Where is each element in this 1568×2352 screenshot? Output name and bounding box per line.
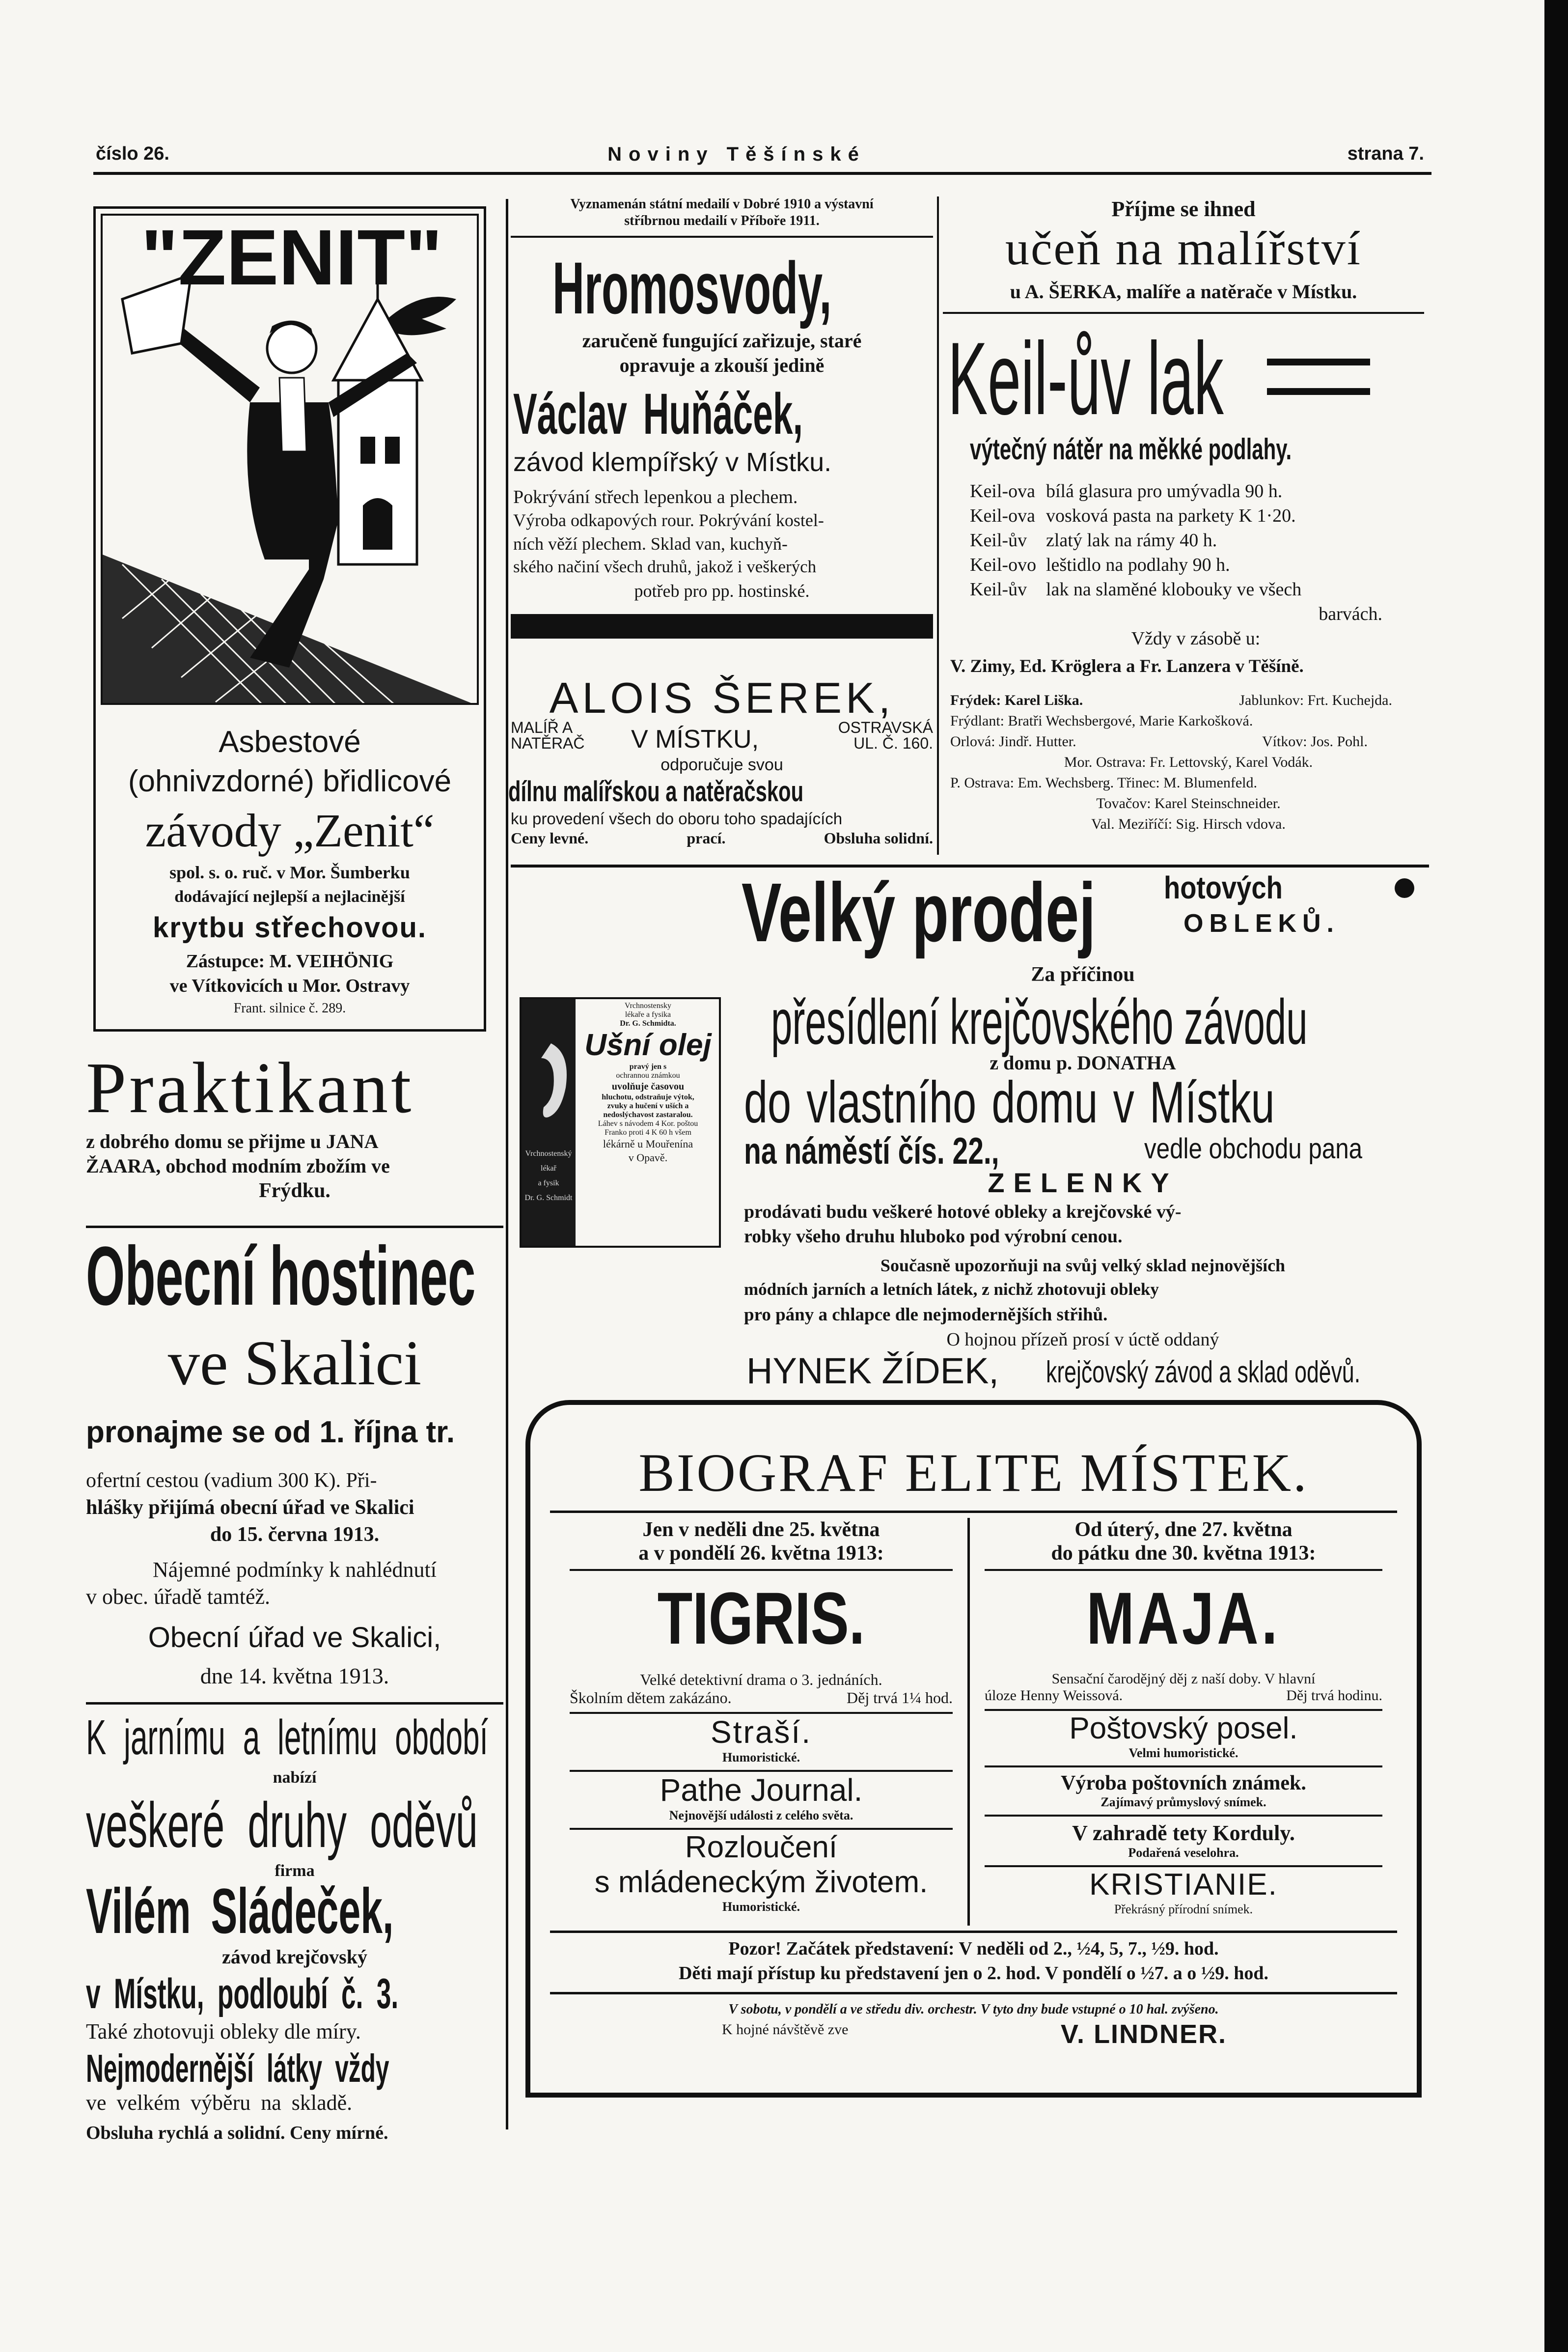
- header-rule: [93, 172, 1431, 175]
- keil-dealer-frydlant: Frýdlant: Bratři Wechsbergové, Marie Karkošková.: [950, 713, 1253, 729]
- biograf-right-film-desc: Sensační čarodějný děj z naší doby. V hlavní: [1051, 1671, 1316, 1687]
- usni-photo: [522, 999, 576, 1246]
- divider: [550, 1992, 1397, 1994]
- zidek-line9: pro pány a chlapce dle nejmodernějších střihů.: [744, 1305, 1108, 1325]
- sladecek-line11: Obsluha rychlá a solidní. Ceny mírné.: [86, 2123, 388, 2143]
- hostinec-offer: pronajme se od 1. října tr.: [86, 1415, 455, 1449]
- biograf-right-date1: Od úterý, dne 27. května: [1074, 1518, 1293, 1541]
- keil-item: [970, 528, 1422, 553]
- keil-dealer-vitkov: Vítkov: Jos. Pohl.: [1262, 733, 1368, 750]
- bullet-icon: [1395, 878, 1414, 898]
- usni-title: Ušní olej: [584, 1028, 712, 1062]
- biograf-right: [975, 1518, 1392, 1917]
- divider: [943, 312, 1424, 314]
- serek-occ2: NATĚRAČ: [511, 734, 585, 752]
- sladecek-name: Vilém Sládeček,: [86, 1875, 394, 1947]
- keil-dealer-frydek: Frýdek: Karel Liška.: [950, 692, 1083, 708]
- zidek-line2: z domu p. DONATHA: [990, 1052, 1176, 1074]
- serek-footer: [511, 829, 933, 847]
- column-divider: [937, 196, 939, 855]
- biograf-left-date2: a v pondělí 26. května 1913:: [638, 1542, 884, 1565]
- hunacek-line4: Výroba odkapových rour. Pokrývání kostel-: [513, 510, 824, 530]
- praktikant-line2: ŽAARA, obchod modním zbožím ve: [86, 1155, 390, 1177]
- zenit-line9: Frant. silnice č. 289.: [233, 1001, 346, 1016]
- keil-item-text: bílá glasura pro umývadla 90 h.: [1046, 481, 1283, 502]
- keil-item-text: vosková pasta na parkety K 1·20.: [1046, 505, 1296, 526]
- serek-line3: ku provedení všech do oboru toho spadajících: [511, 810, 843, 828]
- keil-title: Keil-ův lak: [948, 321, 1224, 436]
- biograf-note3: V sobotu, v pondělí a ve středu div. orchestr. V tyto dny bude vstupné o 10 hal. zvýšeno.: [728, 2002, 1219, 2017]
- usni-side-text: [522, 1147, 576, 1205]
- usni-t1: Vrchnostensky: [624, 1002, 672, 1010]
- sladecek-line9: Nejmodernější látky vždy: [86, 2046, 389, 2090]
- biograf-left-act3a: Rozloučení: [685, 1830, 838, 1864]
- keil-item-brand: Keil-ovo: [970, 555, 1037, 575]
- scan-edge: [1544, 0, 1568, 2352]
- keil-stock: Vždy v zásobě u:: [1131, 628, 1261, 649]
- sladecek-address: v Místku, podloubí č. 3.: [86, 1970, 399, 2017]
- zidek-obleku: OBLEKŮ.: [1183, 909, 1340, 938]
- keil-dealer-ostrava: Mor. Ostrava: Fr. Lettovský, Karel Vodák.: [1064, 754, 1313, 770]
- biograf-left-act2-sub: Nejnovější události z celého světa.: [669, 1808, 853, 1822]
- divider: [570, 1569, 953, 1571]
- usni-side4: Dr. G. Schmidt: [524, 1194, 573, 1202]
- usni-t3: lékaře a fysika: [625, 1010, 671, 1019]
- keil-item: [970, 553, 1422, 577]
- zenit-line3: závody „Zenit“: [145, 804, 435, 857]
- serek-occ1: MALÍŘ A: [511, 719, 573, 736]
- keil-item: [970, 504, 1422, 528]
- biograf-right-act1-sub: Velmi humoristické.: [1128, 1746, 1238, 1760]
- hunacek-name: Václav Huňáček,: [513, 382, 803, 447]
- keil-item-brand: Keil-ova: [970, 481, 1035, 502]
- divider: [985, 1815, 1382, 1817]
- biograf-left: [560, 1518, 963, 1914]
- sladecek-line6: závod krejčovský: [222, 1946, 367, 1968]
- biograf-title: BIOGRAF ELITE MÍSTEK.: [638, 1443, 1309, 1503]
- divider: [985, 1569, 1382, 1571]
- keil-dealer: V. Zimy, Ed. Kröglera a Fr. Lanzera v Těšíně.: [950, 656, 1304, 676]
- sladecek-line3: veškeré druhy oděvů: [86, 1789, 478, 1861]
- biograf-right-act2: Výroba poštovních známek.: [1061, 1772, 1306, 1794]
- serek-ad: [508, 673, 935, 855]
- keil-item: [970, 577, 1422, 602]
- divider: [550, 1931, 1397, 1933]
- hunacek-ad: [508, 196, 935, 648]
- keil-item-brand: Keil-ova: [970, 505, 1035, 526]
- usni-l3: zvuky a hučení v uších a: [607, 1102, 689, 1110]
- ucen-line1: Příjme se ihned: [1111, 197, 1256, 221]
- biograf-left-film: TIGRIS.: [657, 1577, 865, 1659]
- usni-olej-ad: [520, 997, 721, 1248]
- usni-side3: a fysik: [538, 1179, 559, 1187]
- biograf-left-note: Školním dětem zakázáno.: [570, 1689, 732, 1707]
- sladecek-line4: firma: [275, 1862, 315, 1880]
- divider: [967, 1518, 970, 1926]
- biograf-left-act2: Pathe Journal.: [660, 1772, 863, 1808]
- biograf-note2: Děti mají přístup ku představení jen o 2. hod. V pondělí o ½7. a o ½9. hod.: [678, 1963, 1269, 1984]
- zidek-line5: prodávati budu veškeré hotové obleky a krejčovské vý-: [744, 1202, 1182, 1222]
- biograf-right-date2: do pátku dne 30. května 1913:: [1051, 1542, 1316, 1565]
- zidek-address: na náměstí čís. 22.,: [744, 1130, 999, 1172]
- serek-name: ALOIS ŠEREK,: [549, 673, 895, 722]
- sladecek-line1: K jarnímu a letnímu období: [86, 1710, 488, 1765]
- keil-item-brand: Keil-ův: [970, 579, 1027, 600]
- zenit-line7: Zástupce: M. VEIHÖNIG: [186, 951, 394, 972]
- hunacek-award2: stříbrnou medailí v Příboře 1911.: [624, 213, 820, 228]
- hunacek-line7: potřeb pro pp. hostinské.: [634, 581, 810, 601]
- hunacek-line1: zaručeně fungující zařizuje, staré: [582, 330, 862, 352]
- zenit-line1: Asbestové: [219, 725, 361, 759]
- usni-text: [578, 1002, 718, 1165]
- hunacek-line2: opravuje a zkouší jedině: [619, 354, 825, 376]
- biograf-left-act1-sub: Humoristické.: [722, 1750, 800, 1764]
- keil-items: [970, 479, 1422, 651]
- usni-l2: hluchotu, odstraňuje výtok,: [602, 1093, 694, 1101]
- keil-dealer-tovacov: Tovačov: Karel Steinschneider.: [1096, 795, 1281, 812]
- zenit-line2: (ohnivzdorné) břidlicové: [128, 764, 452, 798]
- black-bar: [511, 614, 933, 639]
- biograf-invite: K hojné návštěvě zve: [722, 2021, 849, 2038]
- serek-address: [803, 720, 933, 751]
- hunacek-line6: ského načiní všech druhů, jakož i veškerých: [513, 557, 817, 576]
- hostinec-line2: hlášky přijímá obecní úřad ve Skalici: [86, 1496, 414, 1519]
- zidek-line8: módních jarních a letních látek, z nichž zhotovuji obleky: [744, 1280, 1159, 1299]
- biograf-right-note: úloze Henny Weissová.: [985, 1687, 1123, 1704]
- keil-item-text: leštidlo na podlahy 90 h.: [1046, 555, 1230, 575]
- keil-dealers: [950, 690, 1427, 835]
- zenit-illustration: [101, 214, 479, 705]
- keil-item-text: lak na slaměné klobouky ve všech: [1046, 579, 1302, 600]
- zenit-line8: ve Vítkovicích u Mor. Ostravy: [169, 976, 410, 996]
- ear-icon: [522, 999, 576, 1246]
- serek-f1: Ceny levné.: [511, 829, 589, 847]
- keil-dealer-valmez: Val. Meziříčí: Sig. Hirsch vdova.: [1091, 816, 1286, 832]
- biograf-left-length: Děj trvá 1¼ hod.: [847, 1689, 953, 1707]
- usni-l1: uvolňuje časovou: [611, 1081, 685, 1092]
- biograf-right-length: Děj trvá hodinu.: [1286, 1687, 1382, 1704]
- issue-number: číslo 26.: [96, 143, 169, 164]
- praktikant-line1: z dobrého domu se přijme u JANA: [86, 1130, 379, 1152]
- biograf-left-film-desc: Velké detektivní drama o 3. jednáních.: [640, 1671, 882, 1688]
- hunacek-line5: ních věží plechem. Sklad van, kuchyň-: [513, 534, 788, 554]
- biograf-right-act3: V zahradě tety Korduly.: [1072, 1821, 1295, 1845]
- hostinec-line4: Nájemné podmínky k nahlédnutí: [153, 1558, 437, 1582]
- biograf-left-act3b: s mládeneckým životem.: [594, 1865, 928, 1899]
- praktikant-line3: Frýdku.: [259, 1179, 330, 1202]
- hunacek-title: Hromosvody,: [552, 247, 832, 329]
- zidek-line10: O hojnou přízeň prosí v úctě oddaný: [946, 1329, 1219, 1350]
- divider: [985, 1765, 1382, 1767]
- zidek-title: Velký prodej: [742, 866, 1096, 959]
- keil-dealer-postrava: P. Ostrava: Em. Wechsberg. Třinec: M. Blumenfeld.: [950, 775, 1257, 791]
- keil-item: [970, 479, 1422, 504]
- hunacek-award1: Vyznamenán státní medailí v Dobré 1910 a výstavní: [570, 196, 874, 212]
- zidek-next-to: vedle obchodu pana: [1144, 1133, 1363, 1165]
- zidek-signature: HYNEK ŽÍDEK,: [746, 1350, 999, 1391]
- biograf-right-act3-sub: Podařená veselohra.: [1128, 1846, 1239, 1860]
- zidek-line7: Současně upozorňuji na svůj velký sklad nejnovějších: [880, 1256, 1286, 1275]
- usni-s3: ochrannou známkou: [616, 1071, 680, 1080]
- keil-bar: [1267, 388, 1370, 395]
- zenit-ad: [93, 206, 486, 1032]
- zenit-line6: krytbu střechovou.: [152, 912, 427, 944]
- usni-side1: Vrchnostenský: [525, 1149, 572, 1158]
- biograf-note1: Pozor! Začátek představení: V neděli od 2., ½4, 5, 7., ½9. hod.: [728, 1938, 1219, 1959]
- keil-item-text: zlatý lak na rámy 40 h.: [1046, 530, 1217, 551]
- hostinec-title: Obecní hostinec: [86, 1230, 476, 1323]
- praktikant-title: Praktikant: [86, 1048, 414, 1128]
- biograf-right-film: MAJA.: [1086, 1577, 1281, 1659]
- hostinec-signature: Obecní úřad ve Skalici,: [148, 1622, 441, 1653]
- page-number: strana 7.: [1347, 143, 1424, 164]
- serek-town: V MÍSTKU,: [631, 725, 759, 754]
- usni-l4: nedoslýchavost zastaralou.: [603, 1111, 693, 1119]
- keil-cont: barvách.: [1319, 604, 1382, 624]
- biograf-right-act2-sub: Zajímavý průmyslový snímek.: [1100, 1795, 1266, 1809]
- zidek-hotovych: hotových: [1164, 870, 1283, 905]
- serek-street: OSTRAVSKÁ: [838, 719, 933, 736]
- biograf-left-date1: Jen v neděli dne 25. května: [642, 1518, 880, 1541]
- biograf-right-act1: Poštovský posel.: [1069, 1711, 1298, 1745]
- keil-dealer-jablunkov: Jablunkov: Frt. Kuchejda.: [1239, 692, 1392, 708]
- keil-dealer-orlova: Orlová: Jindř. Hutter.: [950, 733, 1076, 750]
- zidek-zelenky: ZELENKY: [988, 1167, 1178, 1198]
- sladecek-line10: ve velkém výběru na skladě.: [86, 2091, 353, 2115]
- zenit-brand: "ZENIT": [141, 216, 442, 301]
- serek-occupation: [511, 720, 585, 751]
- ucen-title: učeň na malířství: [1005, 222, 1362, 275]
- usni-l7: lékárně u Mouřenína: [603, 1138, 693, 1150]
- hunacek-line3: Pokrývání střech lepenkou a plechem.: [513, 487, 798, 507]
- divider: [511, 236, 933, 238]
- zenit-line4: spol. s. o. ruč. v Mor. Šumberku: [169, 863, 410, 882]
- masthead-title: Noviny Těšínské: [607, 143, 866, 165]
- ucen-line3: u A. ŠERKA, malíře a natěrače v Místku.: [1010, 280, 1357, 303]
- serek-line1: odporučuje svou: [660, 756, 783, 774]
- usni-l8: v Opavě.: [628, 1151, 668, 1164]
- biograf-left-act3-sub: Humoristické.: [722, 1900, 800, 1914]
- biograf-owner: V. LINDNER.: [1061, 2019, 1227, 2049]
- hostinec-line5: v obec. úřadě tamtéž.: [86, 1585, 271, 1609]
- usni-s1: pravý jen s: [629, 1063, 667, 1071]
- serek-f2: prací.: [687, 829, 726, 847]
- usni-l5: Láhev s návodem 4 Kor. poštou: [598, 1120, 698, 1128]
- zenit-line5: dodávající nejlepší a nejlacinější: [174, 888, 405, 906]
- hunacek-subtitle: závod klempířský v Místku.: [513, 448, 832, 477]
- hostinec-date: dne 14. května 1913.: [200, 1663, 389, 1688]
- zidek-line6: robky všeho druhu hluboko pod výrobní cenou.: [744, 1226, 1123, 1247]
- divider: [86, 1702, 503, 1705]
- keil-bar: [1267, 359, 1370, 365]
- hostinec-place: ve Skalici: [167, 1328, 422, 1399]
- sladecek-line2: nabízí: [273, 1768, 317, 1787]
- usni-side2: lékař: [541, 1164, 556, 1173]
- keil-item-brand: Keil-ův: [970, 530, 1027, 551]
- zidek-relocation: přesídlení krejčovského závodu: [771, 986, 1308, 1058]
- serek-f3: Obsluha solidní.: [824, 829, 933, 847]
- divider: [550, 1511, 1397, 1513]
- zenit-illustration-svg: [103, 216, 479, 705]
- biograf-left-act1: Straší.: [711, 1714, 812, 1750]
- serek-number: UL. Č. 160.: [853, 734, 933, 752]
- zidek-line1: Za příčinou: [1031, 963, 1135, 986]
- keil-subtitle: výtečný nátěr na měkké podlahy.: [970, 433, 1292, 466]
- hostinec-line1: ofertní cestou (vadium 300 K). Při-: [86, 1469, 377, 1492]
- zidek-new-house: do vlastního domu v Místku: [744, 1069, 1275, 1135]
- usni-t4: Dr. G. Schmidta.: [620, 1019, 676, 1028]
- usni-l6: Franko proti 4 K 60 h všem: [605, 1128, 691, 1137]
- biograf-right-act4-sub: Překrásný přírodní snímek.: [1114, 1902, 1253, 1916]
- biograf-right-act4: KRISTIANIE.: [1089, 1868, 1278, 1902]
- zidek-signature-sub: krejčovský závod a sklad oděvů.: [1046, 1355, 1361, 1389]
- biograf-ad: [525, 1400, 1422, 2098]
- hostinec-line3: do 15. června 1913.: [210, 1523, 380, 1546]
- sladecek-line8: Také zhotovuji obleky dle míry.: [86, 2019, 361, 2044]
- serek-line2: dílnu malířskou a natěračskou: [508, 776, 804, 808]
